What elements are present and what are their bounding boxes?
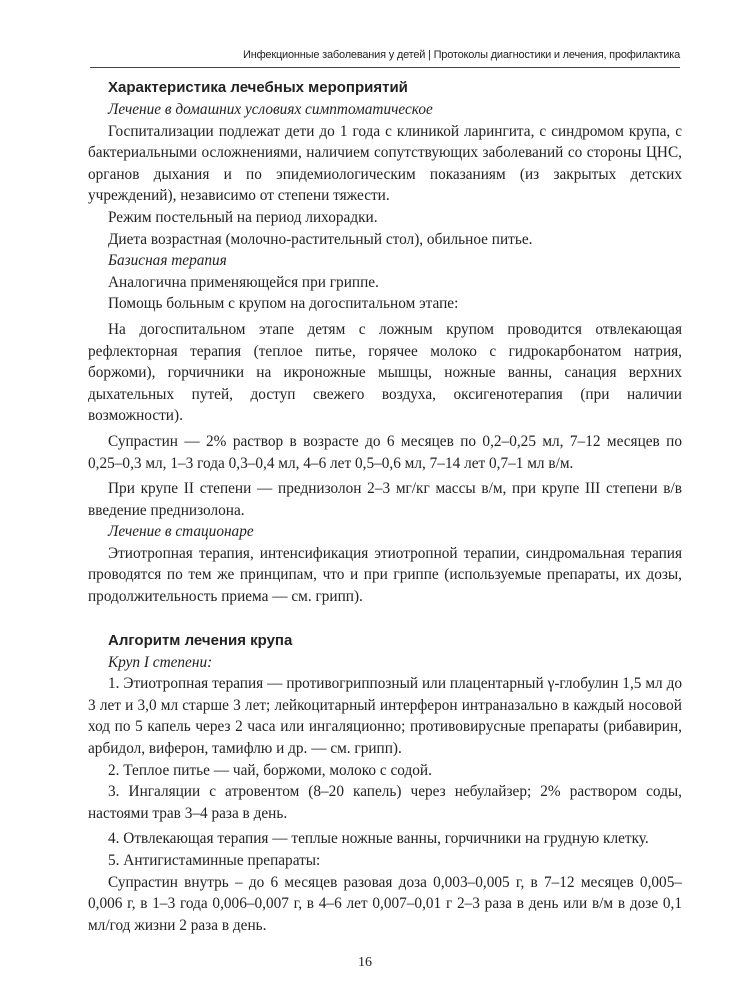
section-heading-treatment: Характеристика лечебных мероприятий bbox=[108, 79, 408, 96]
list-item-distracting-therapy: 4. Отвлекающая терапия — теплые ножные ванны, горчичники на грудную клетку. bbox=[108, 830, 649, 848]
list-item-antihistamines: 5. Антигистаминные препараты: bbox=[108, 852, 321, 869]
paragraph-etiotropic-therapy: Этиотропная терапия, интенсификация этиотропной терапии, синдромальная терапия проводятся по тем же принципам, что и при гриппе (используемые препараты, их дозы, продолжительность приема — см. грипп). bbox=[88, 544, 682, 606]
running-header: Инфекционные заболевания у детей | Протоколы диагностики и лечения, профилактика bbox=[90, 49, 680, 68]
subheading-croup-grade-1: Круп I степени: bbox=[108, 653, 213, 671]
list-item-warm-drink: 2. Теплое питье — чай, боржоми, молоко с содой. bbox=[108, 761, 432, 779]
page-body bbox=[88, 77, 682, 936]
paragraph-basic-similar: Аналогична применяющейся при гриппе. bbox=[108, 273, 379, 291]
paragraph-suprastin-dosage: Супрастин — 2% раствор в возрасте до 6 месяцев по 0,2–0,25 мл, 7–12 месяцев по 0,25–0,3 мл, 1–3 года 0,3–0,4 мл, 4–6 лет 0,5–0,6 мл, 7–14 лет 0,7–1 мл в/м. bbox=[88, 432, 682, 472]
subheading-home-treatment: Лечение в домашних условиях симптоматическое bbox=[108, 101, 433, 118]
list-item-etiotropic: 1. Этиотропная терапия — противогриппозный или плацентарный γ-глобулин 1,5 мл до 3 лет и 3,0 мл старше 3 лет; лейкоцитарный интерферон интраназально в каждый носовой ход по 5 капель через 2 часа или ингаляционно; противовирусные препараты (рибавирин, арбидол, виферон, тамифлю и др. — см. грипп). bbox=[88, 675, 682, 758]
subheading-basic-therapy: Базисная терапия bbox=[108, 252, 227, 270]
paragraph-suprastin-oral: Супрастин внутрь – до 6 месяцев разовая доза 0,003–0,005 г, в 7–12 месяцев 0,005–0,006 г, в 1–3 года 0,006–0,007 г, в 4–6 лет 0,007–0,01 г 2–3 раза в день или в/м в дозе 0,1 мл/год жизни 2 раза в день. bbox=[88, 873, 682, 934]
paragraph-prehospital-title: Помощь больным с крупом на догоспитальном этапе: bbox=[108, 295, 459, 313]
paragraph-regime: Режим постельный на период лихорадки. bbox=[108, 208, 378, 226]
paragraph-hospitalization: Госпитализации подлежат дети до 1 года с клиникой ларингита, с синдромом крупа, с бактериальными осложнениями, наличием сопутствующих заболеваний со стороны ЦНС, органов дыхания и по эпидемиологическим показаниям (из закрытых детских учреждений), независимо от степени тяжести. bbox=[88, 122, 682, 205]
section-heading-croup-algorithm: Алгоритм лечения крупа bbox=[108, 631, 293, 649]
paragraph-prehospital-therapy: На догоспитальном этапе детям с ложным крупом проводится отвлекающая рефлекторная терапия (теплое питье, горячее молоко с гидрокарбонатом натрия, боржоми), горчичники на икроножные мышцы, ножные ванны, санация верхних дыхательных путей, доступ свежего воздуха, оксигенотерапия (при наличии возможности). bbox=[88, 320, 682, 425]
list-item-inhalations: 3. Ингаляции с атровентом (8–20 капель) через небулайзер; 2% раствором соды, настоями трав 3–4 раза в день. bbox=[88, 783, 682, 822]
page-number: 16 bbox=[358, 955, 372, 970]
subheading-hospital-treatment: Лечение в стационаре bbox=[108, 523, 254, 541]
paragraph-prednisolone: При крупе II степени — преднизолон 2–3 мг/кг массы в/м, при крупе III степени в/в введение преднизолона. bbox=[88, 480, 682, 519]
paragraph-diet: Диета возрастная (молочно-растительный стол), обильное питье. bbox=[108, 230, 533, 248]
